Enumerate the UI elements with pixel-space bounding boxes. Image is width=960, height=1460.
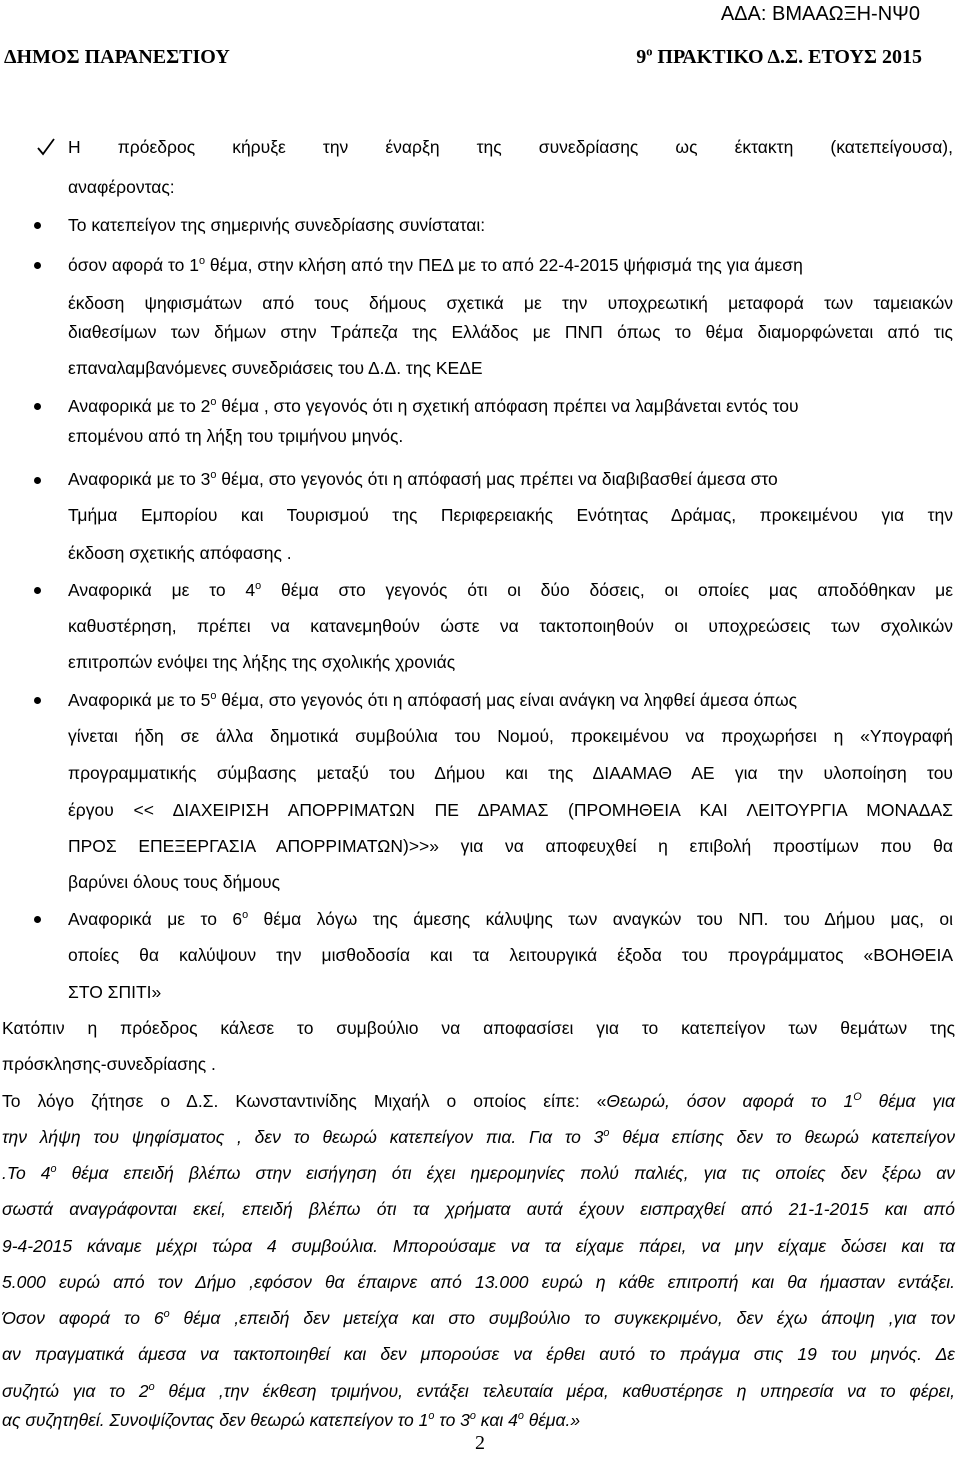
page-number: 2 [475,1432,485,1454]
superscript: ο [603,1127,610,1140]
bullet-7-line-3: ΣΤΟ ΣΠΙΤΙ» [68,982,162,1002]
minutes-number: 9 [636,46,647,68]
text-run: και 4 [475,1410,518,1430]
bullet-2-line-4: επαναλαμβανόμενες συνεδριάσεις του Δ.Δ. της ΚΕΔΕ [68,358,483,378]
text-run: Όσον αφορά το 6 [2,1308,164,1328]
text-run: .Το 4 [2,1163,51,1183]
bullet-3-line-1 [68,396,799,416]
bullet-6-line-2: γίνεται ήδη σε άλλα δημοτικά συμβούλια του Νομού, προκειμένου να προχωρήσει η «Υπογραφή [68,726,953,746]
text-run: θέμα στο γεγονός ότι οι δύο δόσεις, οι οποίες μας αποδόθηκαν με [261,580,954,600]
paragraph-2-line-6: 5.000 ευρώ από τον Δήμο ,εφόσον θα έπαιρνε από 13.000 ευρώ η κάθε επιτροπή και θα ήμασταν εντάξει. [2,1272,955,1292]
bullet-6-line-4: έργου << ΔΙΑΧΕΙΡΙΣΗ ΑΠΟΡΡΙΜΑΤΩΝ ΠΕ ΔΡΑΜΑΣ (ΠΡΟΜΗΘΕΙΑ ΚΑΙ ΛΕΙΤΟΥΡΓΙΑ ΜΟΝΑΔΑΣ [68,800,953,820]
text-run: θέμα, στο γεγονός ότι η απόφασή μας είναι ανάγκη να ληφθεί άμεσα όπως [216,690,798,710]
bullet-marker [34,222,41,229]
municipality-name: ΔΗΜΟΣ ΠΑΡΑΝΕΣΤΙΟΥ [4,46,230,68]
intro-line-2: αναφέροντας: [68,177,175,197]
superscript: ο [210,690,217,703]
intro-line-1: Η πρόεδρος κήρυξε την έναρξη της συνεδρίασης ως έκτακτη (κατεπείγουσα), [68,137,953,157]
bullet-2-line-2: έκδοση ψηφισμάτων από τους δήμους σχετικά με την υποχρεωτική μεταφορά των ταμειακών [68,293,953,313]
bullet-1-line-1: Το κατεπείγον της σημερινής συνεδρίασης συνίσταται: [68,215,486,235]
minutes-title-text: ΠΡΑΚΤΙΚΟ Δ.Σ. ΕΤΟΥΣ 2015 [652,46,922,68]
bullet-marker [34,262,41,269]
paragraph-2-line-8: αν πραγματικά άμεσα να τακτοποιηθεί και δεν μπορούσε να έρθει αυτό το πράγμα στις 19 του μηνός. Δε [2,1344,955,1364]
text-run: θέμα , στο γεγονός ότι η σχετική απόφαση πρέπει να λαμβάνεται εντός του [216,396,799,416]
text-run: την λήψη του ψηφίσματος , δεν το θεωρώ κατεπείγον πια. Για το 3 [2,1127,604,1147]
superscript: ο [163,1308,170,1321]
bullet-marker [34,587,41,594]
text-run: όσον αφορά το 1 [68,255,200,275]
text-run: Αναφορικά με το 2 [68,396,211,416]
superscript: ο [428,1410,435,1423]
text-run: Αναφορικά με το 4 [68,580,256,600]
bullet-6-line-5: ΠΡΟΣ ΕΠΕΞΕΡΓΑΣΙΑ ΑΠΟΡΡΙΜΑΤΩΝ)>>» για να αποφευχθεί η επιβολή προστίμων που θα [68,836,953,856]
paragraph-2-line-5: 9-4-2015 κάναμε μέχρι τώρα 4 συμβούλια. Μπορούσαμε να τα είχαμε πάρει, να μην είχαμε δώσει και τα [2,1236,955,1256]
bullet-5-line-3: επιτροπών ενόψει της λήξης της σχολικής χρονιάς [68,652,456,672]
bullet-marker [34,916,41,923]
text-run: θέμα ,επειδή δεν μετείχα και στο συμβούλιο το συγκεκριμένο, δεν έχω άποψη ,για τον [169,1308,955,1328]
superscript: ο [469,1410,476,1423]
text-run: συζητώ για το 2 [2,1381,149,1401]
text-run: θέμα.» [523,1410,581,1430]
superscript: Ο [853,1091,862,1104]
bullet-4-line-3: έκδοση σχετικής απόφασης . [68,543,292,563]
text-run: Αναφορικά με το 3 [68,469,211,489]
text-run: ας συζητηθεί. Συνοψίζοντας δεν θεωρώ κατεπείγον το 1 [2,1410,429,1430]
text-run: θέμα ,την έκθεση τριμήνου, εντάξει τελευταία μέρα, καθυστέρησε η υπηρεσία να το φέρει, [154,1381,955,1401]
superscript: ο [210,396,217,409]
minutes-number-sup: ο [646,44,653,59]
text-run: Το λόγο ζήτησε ο Δ.Σ. Κωνσταντινίδης Μιχαήλ ο οποίος είπε: « [2,1091,607,1111]
paragraph-2-line-7 [2,1308,955,1328]
text-run: το 3 [434,1410,470,1430]
text-run: θέμα για [861,1091,955,1111]
check-mark-icon [36,137,56,157]
text-run: Θεωρώ, όσον αφορά το 1 [606,1091,854,1111]
bullet-2-line-3: διαθεσίμων των δήμων στην Τράπεζα της Ελλάδος με ΠΝΠ όπως το θέμα διαμορφώνεται από τις [68,322,953,342]
text-run: Αναφορικά με το 5 [68,690,211,710]
bullet-marker [34,403,41,410]
paragraph-2-line-1 [2,1091,955,1111]
paragraph-2-line-3 [2,1163,955,1183]
text-run: θέμα λόγω της άμεσης κάλυψης των αναγκών του ΝΠ. του Δήμου μας, οι [248,909,953,929]
minutes-title [636,46,922,69]
bullet-4-line-2: Τμήμα Εμπορίου και Τουρισμού της Περιφερειακής Ενότητας Δράμας, προκειμένου για την [68,505,953,525]
bullet-7-line-2: οποίες θα καλύψουν την μισθοδοσία και τα λειτουργικά έξοδα του προγράμματος «ΒΟΗΘΕΙΑ [68,945,953,965]
bullet-marker [34,477,41,484]
superscript: ο [148,1381,155,1394]
bullet-6-line-1 [68,690,797,710]
paragraph-2-line-10 [2,1410,580,1430]
bullet-3-line-2: επομένου από τη λήξη του τριμήνου μηνός. [68,426,404,446]
text-run: θέμα, στην κλήση από την ΠΕΔ με το από 22-4-2015 ψήφισμά της για άμεση [205,255,803,275]
superscript: ο [199,255,206,268]
bullet-7-line-1 [68,909,953,929]
paragraph-1-line-1: Κατόπιν η πρόεδρος κάλεσε το συμβούλιο να αποφασίσει για το κατεπείγον των θεμάτων της [2,1018,955,1038]
superscript: ο [50,1163,57,1176]
text-run: Αναφορικά με το 6 [68,909,243,929]
bullet-6-line-6: βαρύνει όλους τους δήμους [68,872,281,892]
bullet-5-line-1 [68,580,953,600]
text-run: θέμα, στο γεγονός ότι η απόφασή μας πρέπει να διαβιβασθεί άμεσα στο [216,469,778,489]
superscript: ο [242,909,249,922]
paragraph-2-line-9 [2,1381,955,1401]
superscript: ο [210,469,217,482]
paragraph-1-line-2: πρόσκλησης-συνεδρίασης . [2,1054,216,1074]
ada-code: ΑΔΑ: ΒΜΑΑΩΞΗ-ΝΨ0 [720,3,920,25]
text-run: θέμα επίσης δεν το θεωρώ κατεπείγον [609,1127,955,1147]
bullet-marker [34,697,41,704]
paragraph-2-line-4: σωστά αναγράφονται εκεί, επειδή βλέπω ότι τα χρήματα αυτά έχουν εισπραχθεί από 21-1-2015 και από [2,1199,955,1219]
paragraph-2-line-2 [2,1127,955,1147]
text-run: θέμα επειδή βλέπω στην εισήγηση ότι έχει ημερομηνίες πολύ παλιές, για τις οποίες δεν ξέρω αν [56,1163,955,1183]
superscript: ο [255,580,262,593]
superscript: ο [517,1410,524,1423]
bullet-5-line-2: καθυστέρηση, πρέπει να κατανεμηθούν ώστε να τακτοποιηθούν οι υποχρεώσεις των σχολικών [68,616,953,636]
bullet-4-line-1 [68,469,778,489]
bullet-6-line-3: προγραμματικής σύμβασης μεταξύ του Δήμου και της ΔΙΑΑΜΑΘ ΑΕ για την υλοποίηση του [68,763,953,783]
document-header [4,46,922,72]
bullet-2-line-1 [68,255,803,275]
